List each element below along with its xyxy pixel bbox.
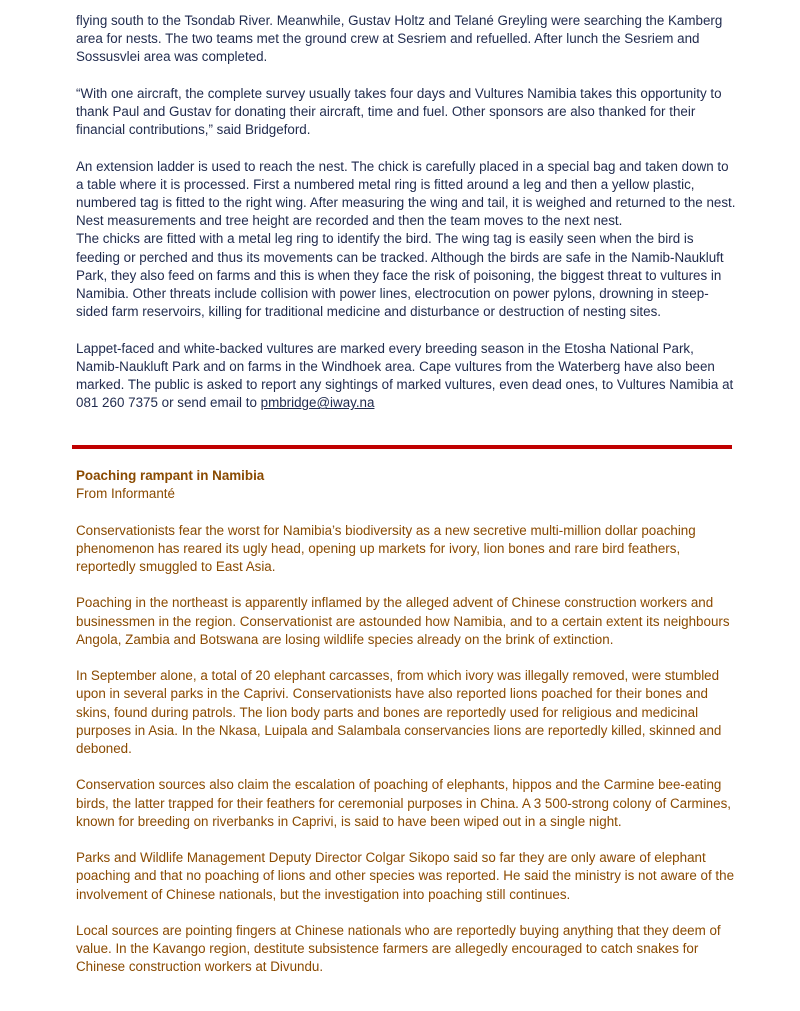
spacer xyxy=(76,321,736,339)
poaching-article xyxy=(76,467,736,977)
vultures-paragraph-2: “With one aircraft, the complete survey usually takes four days and Vultures Namibia takes this opportunity to thank Paul and Gustav for donating their aircraft, time and fuel. Other sponsors are also thanked for their financial contributions,” said Bridgeford. xyxy=(76,85,722,138)
vultures-paragraph-3-text: An extension ladder is used to reach the nest. The chick is carefully placed in a special bag and taken down to a table where it is processed. First a numbered metal ring is fitted around a leg and then a yellow plastic, numbered tag is fitted to the right wing. After measuring the wing and tail, it is weighed and returned to the nest. Nest measurements and tree height are recorded and then the team moves to the next nest. xyxy=(76,158,736,229)
article-source: From Informanté xyxy=(76,486,175,502)
article-paragraph: Local sources are pointing fingers at Chinese nationals who are reportedly buying anything that they deem of value. In the Kavango region, destitute subsistence farmers are allegedly encouraged to catch snakes for Chinese construction workers at Divundu. xyxy=(76,922,721,975)
article-title: Poaching rampant in Namibia xyxy=(76,468,265,483)
article-paragraph: Poaching in the northeast is apparently inflamed by the alleged advent of Chinese construction workers and businessmen in the region. Conservationist are astounded how Namibia, and to a certain extent its neighbours Angola, Zambia and Botswana are losing wildlife species already on the brink of extinction. xyxy=(76,595,730,647)
section-divider xyxy=(72,445,732,449)
article-paragraph: In September alone, a total of 20 elephant carcasses, from which ivory was illegally removed, were stumbled upon in several parks in the Caprivi. Conservationists have also reported lions poached for their bones and skins, found during patrols. The lion body parts and bones are reportedly used for religious and medicinal purposes in Asia. In the Nkasa, Luipala and Salambala conservancies lions are reportedly killed, skinned and deboned. xyxy=(76,668,722,756)
vultures-paragraph-5-text: Lappet-faced and white-backed vultures are marked every breeding season in the Etosha National Park, Namib-Naukluft Park and on farms in the Windhoek area. Cape vultures from the Waterberg have also been marked. The public is asked to report any sightings of marked vultures, even dead ones, to Vultures Namibia at 081 260 7375 or send email to xyxy=(76,340,734,411)
article-paragraph: Parks and Wildlife Management Deputy Director Colgar Sikopo said so far they are only aware of elephant poaching and that no poaching of lions and other species was reported. He said the ministry is not aware of the involvement of Chinese nationals, but the investigation into poaching still continues. xyxy=(76,850,735,902)
vultures-paragraph-5 xyxy=(76,340,736,413)
vultures-paragraph-1: flying south to the Tsondab River. Meanwhile, Gustav Holtz and Telané Greyling were searching the Kamberg area for nests. The two teams met the ground crew at Sesriem and refuelled. After lunch the Sesriem and Sossusvlei area was completed. xyxy=(76,13,723,65)
vultures-paragraph-4-text: The chicks are fitted with a metal leg ring to identify the bird. The wing tag is easily seen when the bird is feeding or perched and thus its movements can be tracked. Although the birds are safe in the Namib-Naukluft Park, they also feed on farms and this is when they face the risk of poisoning, the biggest threat to vultures in Namibia. Other threats include collision with power lines, electrocution on power pylons, drowning in steep-sided farm reservoirs, killing for traditional medicine and disturbance or destruction of nesting sites. xyxy=(76,231,724,320)
article-paragraph: Conservation sources also claim the escalation of poaching of elephants, hippos and the Carmine bee-eating birds, the latter trapped for their feathers for ceremonial purposes in China. A 3 500-strong colony of Carmines, known for breeding on riverbanks in Caprivi, is said to have been wiped out in a single night. xyxy=(76,777,731,829)
article-paragraph: Conservationists fear the worst for Namibia’s biodiversity as a new secretive multi-million dollar poaching phenomenon has reared its ugly head, opening up markets for ivory, lion bones and rare bird feathers, reportedly smuggled to East Asia. xyxy=(76,522,696,574)
vultures-paragraph-3 xyxy=(76,158,736,322)
email-link[interactable]: pmbridge@iway.na xyxy=(260,395,375,411)
vultures-article xyxy=(76,12,736,412)
